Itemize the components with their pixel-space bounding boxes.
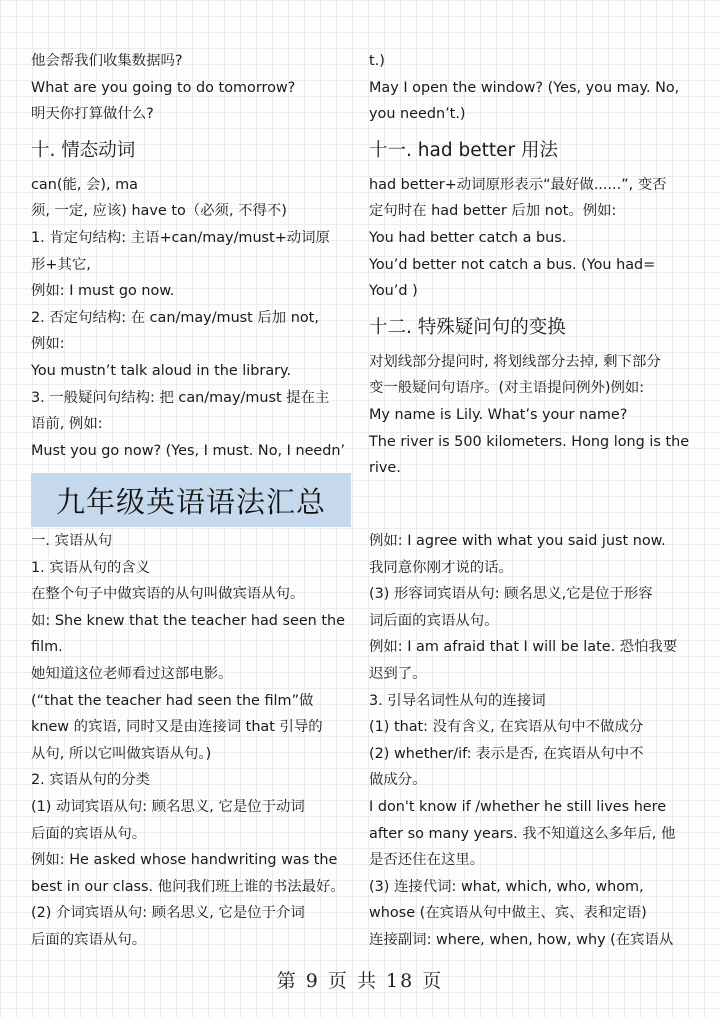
heading-had-better: 十一. had better 用法: [369, 139, 558, 161]
text-line: you needn’t.): [369, 106, 466, 123]
text-line: 2. 否定句结构: 在 can/may/must 后加 not,: [31, 309, 319, 326]
text-line: 一. 宾语从句: [31, 533, 113, 549]
text-line: My name is Lily. What’s your name?: [369, 406, 628, 423]
top-right-lines-c: [369, 349, 691, 482]
text-line: knew 的宾语, 同时又是由连接词 that 引导的: [31, 719, 323, 736]
text-line: 变一般疑问句语序。(对主语提问例外)例如:: [369, 380, 645, 397]
text-line: 后面的宾语从句。: [31, 931, 147, 948]
text-line: Must you go now? (Yes, I must. No, I needn’: [31, 442, 346, 459]
text-line: 对划线部分提问时, 将划线部分去掉, 剩下部分: [369, 353, 661, 370]
text-line: can(能, 会), ma: [31, 176, 138, 193]
heading-special-questions: 十二. 特殊疑问句的变换: [369, 316, 566, 338]
text-line: 2. 宾语从句的分类: [31, 772, 151, 789]
text-line: 词后面的宾语从句。: [369, 612, 499, 629]
text-line: 须, 一定, 应该) have to（必须, 不得不): [31, 203, 287, 220]
text-line: after so many years. 我不知道这么多年后, 他: [369, 825, 676, 842]
text-line: You mustn’t talk aloud in the library.: [31, 362, 292, 379]
text-line: You’d ): [369, 283, 418, 300]
text-line: The river is 500 kilometers. Hong long is the: [369, 433, 690, 450]
text-line: 迟到了。: [369, 665, 427, 682]
text-line: 例如: He asked whose handwriting was the: [31, 852, 338, 869]
text-line: You had better catch a bus.: [369, 229, 567, 246]
text-line: May I open the window? (Yes, you may. No,: [369, 79, 680, 96]
top-right-column: [369, 48, 691, 482]
text-line: 例如: I agree with what you said just now.: [369, 533, 666, 549]
text-line: 形+其它,: [31, 256, 91, 273]
bottom-right-lines: [369, 528, 691, 954]
text-line: 从句, 所以它叫做宾语从句。): [31, 745, 212, 762]
text-line: (3) 形容词宾语从句: 顾名思义,它是位于形容: [369, 586, 653, 603]
top-right-lines-a: [369, 48, 691, 128]
text-line: best in our class. 他问我们班上谁的书法最好。: [31, 878, 345, 895]
top-left-lines-b: [31, 172, 353, 465]
heading-modal-verbs: 十. 情态动词: [31, 139, 136, 161]
text-line: had better+动词原形表示“最好做......”, 变否: [369, 176, 667, 193]
text-line: 3. 一般疑问句结构: 把 can/may/must 提在主: [31, 389, 330, 406]
text-line: 例如: I must go now.: [31, 283, 175, 300]
text-line: 定句时在 had better 后加 not。例如:: [369, 203, 617, 220]
text-line: 1. 宾语从句的含义: [31, 559, 151, 576]
text-line: t.): [369, 53, 385, 69]
text-line: (3) 连接代词: what, which, who, whom,: [369, 878, 644, 895]
section-title-box: [31, 473, 351, 527]
text-line: What are you going to do tomorrow?: [31, 79, 296, 96]
bottom-left-column: [31, 528, 353, 954]
text-line: film.: [31, 639, 63, 656]
page-footer: 第 9 页 共 18 页: [276, 970, 444, 992]
text-line: (1) that: 没有含义, 在宾语从句中不做成分: [369, 719, 644, 736]
text-line: whose (在宾语从句中做主、宾、表和定语): [369, 905, 647, 922]
text-line: 语前, 例如:: [31, 416, 103, 433]
text-line: 做成分。: [369, 772, 427, 789]
top-left-lines-a: [31, 48, 353, 128]
text-line: 是否还住在这里。: [369, 852, 485, 869]
text-line: 如: She knew that the teacher had seen the: [31, 612, 345, 629]
bottom-left-lines: [31, 528, 353, 954]
text-line: I don't know if /whether he still lives here: [369, 798, 667, 815]
text-line: (2) whether/if: 表示是否, 在宾语从句中不: [369, 745, 644, 762]
section-title: 九年级英语语法汇总: [55, 484, 326, 519]
text-line: rive.: [369, 460, 401, 477]
text-line: 例如: I am afraid that I will be late. 恐怕我要: [369, 639, 678, 656]
text-line: (“that the teacher had seen the film”做: [31, 692, 314, 709]
text-line: 例如:: [31, 336, 65, 353]
text-line: 我同意你刚才说的话。: [369, 559, 513, 576]
text-line: 在整个句子中做宾语的从句叫做宾语从句。: [31, 586, 305, 603]
text-line: 1. 肯定句结构: 主语+can/may/must+动词原: [31, 229, 330, 246]
text-line: 她知道这位老师看过这部电影。: [31, 665, 233, 682]
text-line: (2) 介词宾语从句: 顾名思义, 它是位于介词: [31, 905, 305, 922]
top-right-lines-b: [369, 172, 691, 305]
text-line: 明天你打算做什么?: [31, 106, 154, 123]
text-line: 连接副词: where, when, how, why (在宾语从: [369, 931, 674, 948]
text-line: 3. 引导名词性从句的连接词: [369, 692, 546, 709]
text-line: 他会帮我们收集数据吗?: [31, 53, 183, 69]
text-line: 后面的宾语从句。: [31, 825, 147, 842]
top-left-column: [31, 48, 353, 464]
text-line: (1) 动词宾语从句: 顾名思义, 它是位于动词: [31, 798, 305, 815]
bottom-right-column: [369, 528, 691, 954]
text-line: You’d better not catch a bus. (You had=: [369, 256, 656, 273]
